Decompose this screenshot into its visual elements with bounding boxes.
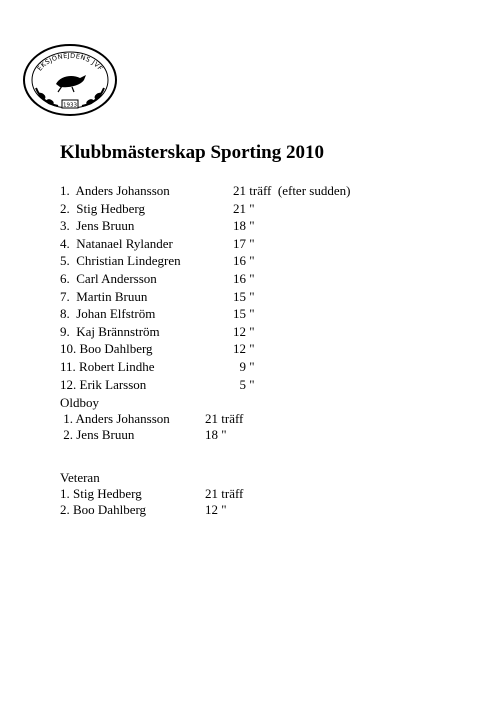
participant-score: 21 träff [205,411,244,426]
list-item [60,271,460,287]
participant-score: 9 " [233,359,255,374]
participant-name: 4. Natanael Rylander [60,235,173,251]
participant-name: 8. Johan Elfström [60,306,156,322]
participant-score: 21 träff [205,486,244,501]
list-item [60,377,460,393]
participant-score: 16 " [233,253,255,269]
list-item [60,486,460,502]
participant-score: 18 " [205,427,227,442]
participant-score: 21 " [233,200,255,216]
list-item [60,289,460,305]
participant-name: 7. Martin Bruun [60,288,148,304]
participant-name: 2. Jens Bruun [60,427,135,442]
list-item [60,253,460,269]
participant-name: 2. Boo Dahlberg [60,502,147,517]
club-logo [22,42,118,118]
list-item [60,201,460,217]
participant-score: 5 " [233,376,255,392]
list-item [60,236,460,252]
participant-score: 17 " [233,235,255,251]
list-item [60,183,460,199]
participant-score: 21 träff (efter sudden) [233,183,351,198]
participant-name: 1. Anders Johansson [60,411,170,426]
list-item [60,306,460,322]
participant-name: 9. Kaj Brännström [60,323,160,339]
svg-text:EKSJÖNEJDENS JVF: EKSJÖNEJDENS JVF [35,51,105,73]
participant-name: 1. Anders Johansson [60,183,170,198]
participant-score: 15 " [233,288,255,304]
participant-score: 12 " [233,341,255,357]
list-item [60,411,460,427]
list-item [60,324,460,340]
list-item [60,341,460,357]
participant-name: 10. Boo Dahlberg [60,341,153,357]
participant-name: 5. Christian Lindegren [60,253,181,269]
participant-name: 6. Carl Andersson [60,271,157,286]
svg-text:1933: 1933 [63,102,77,109]
participant-score: 18 " [233,218,255,234]
participant-score: 12 " [233,323,255,339]
participant-name: 1. Stig Hedberg [60,486,142,501]
veteran-heading: Veteran [60,470,100,485]
oldboy-heading: Oldboy [60,395,99,410]
list-item [60,359,460,375]
participant-name: 12. Erik Larsson [60,376,147,392]
participant-name: 2. Stig Hedberg [60,200,145,216]
participant-score: 15 " [233,306,255,322]
participant-score: 16 " [233,271,255,286]
list-item [60,218,460,234]
participant-score: 12 " [205,502,227,517]
page-title: Klubbmästerskap Sporting 2010 [60,142,324,163]
participant-name: 11. Robert Lindhe [60,359,155,374]
list-item [60,427,460,443]
list-item [60,502,460,518]
participant-name: 3. Jens Bruun [60,218,135,234]
